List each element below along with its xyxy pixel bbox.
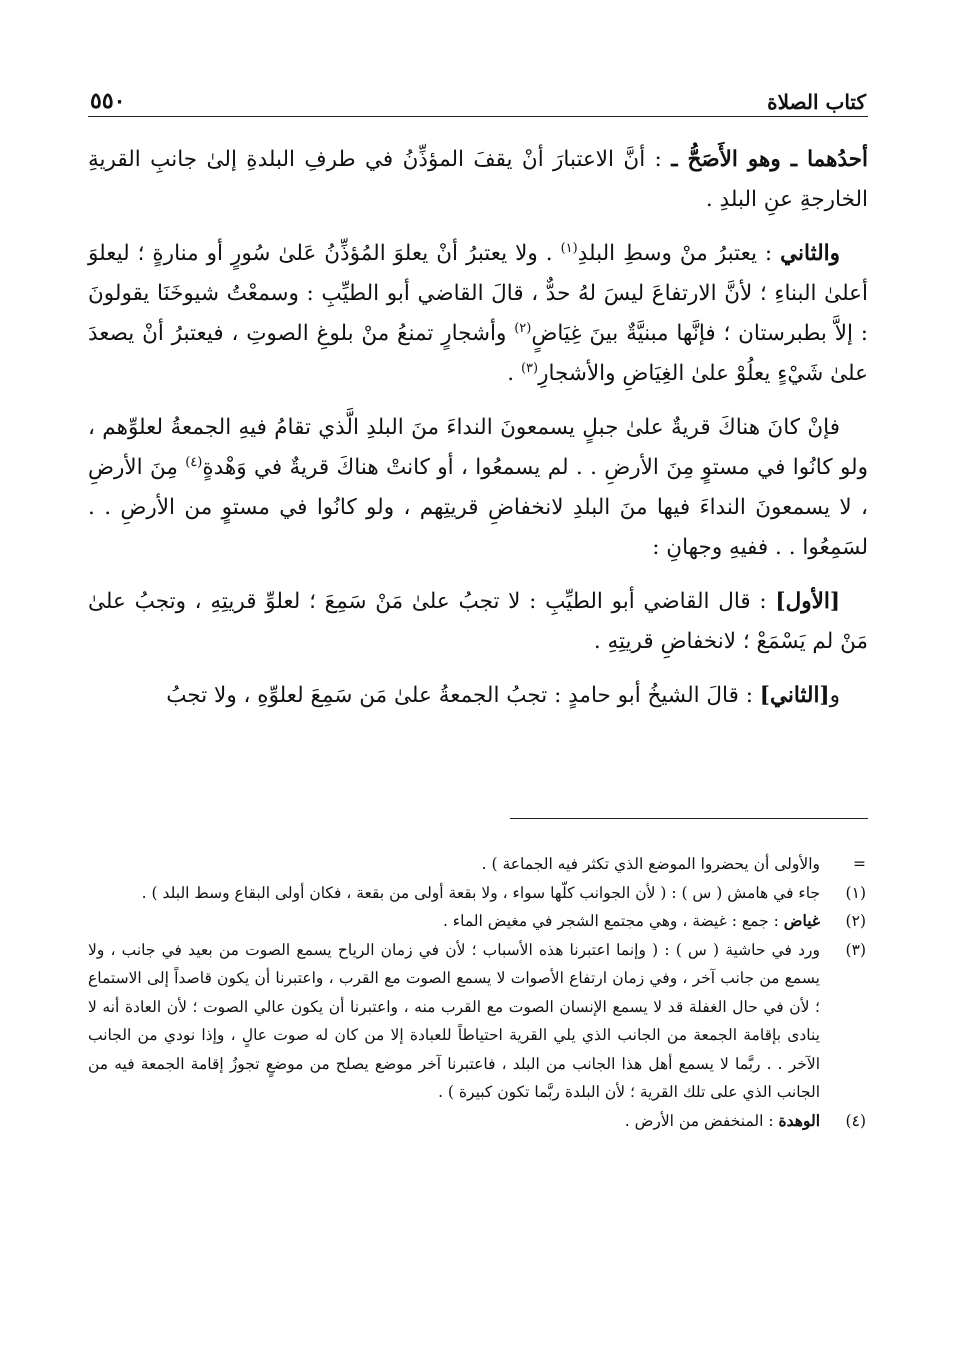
- footnote-body: [88, 907, 820, 936]
- paragraph-text: : أنَّ الاعتبارَ أنْ يقفَ المؤذِّنُ في طرفِ البلدةِ إلىٰ جانبِ القريةِ الخارجةِ عنِ البلدِ .: [88, 147, 868, 212]
- paragraph-text: : قال القاضي أبو الطيِّبِ : لا تجبُ علىٰ مَنْ سَمِعَ ؛ لعلوِّ قريتِهِ ، وتجبُ علىٰ مَنْ لم يَسْمَعْ ؛ لانخفاضِ قريتِهِ .: [88, 589, 868, 654]
- paragraph-first-opinion: [88, 140, 868, 220]
- paragraph-village-case: [88, 408, 868, 568]
- paragraph-text: .: [507, 361, 521, 386]
- opinion-label: والثاني: [780, 241, 840, 266]
- footnote-number: (١): [845, 883, 866, 902]
- paragraph-text: . ولا يعتبرُ أنْ يعلوَ المُؤذِّنُ عَلىٰ سُورٍ أو منارةٍ ؛ ليعلوَ أعلىٰ البناءِ ؛ لأنَّ الارتفاعَ ليسَ لهُ حدٌّ ، قالَ القاضي أبو الطيِّبِ : وسمعْتُ شيوخَنَا يقولونَ : إلاَّ بطبرستان ؛ فإنَّها مبنيَّةٌ بينَ غِيَاضٍ: [88, 241, 869, 346]
- paragraph-first-view: [88, 582, 868, 662]
- paragraph-text: فإنْ كانَ هناكَ قريةٌ علىٰ جبلٍ يسمعونَ النداءَ منَ البلدِ الَّذي تقامُ فيهِ الجمعةُ لعلوِّهم ، ولو كانُوا في مستوٍ مِنَ الأرضِ . . لم يسمعُوا ، أو كانتْ هناكَ قريةٌ في وَهْدةٍ: [88, 415, 868, 480]
- footnote-1: [88, 879, 868, 908]
- footnote-text: جاء في هامش ( س ) : ( لأن الجوانب كلّها سواء ، ولا بقعة أولى من بقعة ، فكان أولى البقاع وسط البلد ) .: [141, 883, 820, 902]
- conjunction: و: [829, 683, 840, 708]
- footnote-ref-2[interactable]: (٢): [514, 320, 532, 336]
- view-label: [الثاني]: [759, 683, 830, 708]
- footnote-separator: [510, 818, 868, 819]
- footnote-text: : جمع : غيضة ، وهي مجتمع الشجر في مغيض الماء .: [442, 912, 784, 930]
- footnote-continuation: [88, 850, 868, 879]
- view-label: [الأول]: [775, 589, 840, 614]
- footnote-4: [88, 1107, 868, 1136]
- running-title: كتاب الصلاة: [767, 90, 866, 114]
- paragraph-text: مِنَ الأرضِ ، لا يسمعونَ النداءَ فيها منَ البلدِ لانخفاضِ قريتِهم ، ولو كانُوا في مستوٍ من الأرضِ . . لسَمِعُوا . . ففيهِ وجهانِ :: [88, 455, 868, 560]
- paragraph-text: وأشجارٍ تمنعُ منْ بلوغِ الصوتِ ، فيعتبرُ أنْ يصعدَ علىٰ شَيْءٍ يعلُوْ علىٰ الغِيَاضِ والأشجارِ: [88, 321, 868, 386]
- footnote-text: : المنخفض من الأرض .: [624, 1111, 779, 1130]
- footnote-ref-1[interactable]: (١): [560, 240, 578, 256]
- footnote-term: الوهدة: [778, 1110, 820, 1130]
- paragraph-second-opinion: [88, 234, 868, 394]
- footnote-text: ورد في حاشية ( س ) : ( وإنما اعتبرنا هذه الأسباب ؛ لأن في زمان الرياح يسمع الصوت من بعيد في جانب ، ولا يسمع من جانب آخر ، وفي زمان ارتفاع الأصوات لا يسمع الصوت مع القرب ، واعتبرنا أن يكون قاصداً إلى الاستماع ؛ لأن في حال الغفلة قد لا يسمع الإنسان الصوت مع القرب منه ، واعتبرنا أن يكون عالي الصوت ؛ لأن العادة أنه لا ينادى بإقامة الجمعة من الجانب الذي يلي القرية احتياطاً للعبادة إلا من كان له صوت عالٍ ، وإذا نودي من الجانب الآخر . . ربَّما لا يسمع أهل هذا الجانب من البلد ، فاعتبرنا آخر موضع يصلح من موضعٍ تجوزُ إقامة الجمعة فيه من الجانب الذي على تلك القرية ؛ لأن البلدة ربَّما تكون كبيرة ) .: [88, 940, 820, 1101]
- footnote-number: (٢): [845, 912, 866, 930]
- continuation-marker: =: [853, 855, 866, 873]
- footnote-ref-4[interactable]: (٤): [185, 454, 203, 470]
- page-number: ٥٥٠: [90, 88, 126, 114]
- footnote-number: (٣): [845, 940, 866, 959]
- page-header: [88, 86, 868, 117]
- footnote-text: والأولى أن يحضروا الموضع الذي تكثر فيه الجماعة ) .: [481, 855, 820, 873]
- paragraph-second-view: [88, 676, 868, 716]
- paragraph-text: : يعتبرُ منْ وسطِ البلدِ: [577, 241, 781, 266]
- footnote-term: غياض: [783, 911, 820, 930]
- footnote-body: [88, 1107, 820, 1136]
- paragraph-text: : قالَ الشيخُ أبو حامدٍ : تجبُ الجمعةُ علىٰ مَن سَمِعَ لعلوِّهِ ، ولا تجبُ: [166, 683, 760, 708]
- footnote-2: [88, 907, 868, 936]
- footnote-ref-3[interactable]: (٣): [520, 360, 539, 376]
- main-text: [88, 140, 868, 730]
- footnote-3: [88, 936, 868, 1107]
- footnote-number: (٤): [845, 1111, 866, 1130]
- opinion-label: أحدُهما ـ وهو الأَصَحُّ ـ: [671, 147, 868, 172]
- footnotes: [88, 850, 868, 1135]
